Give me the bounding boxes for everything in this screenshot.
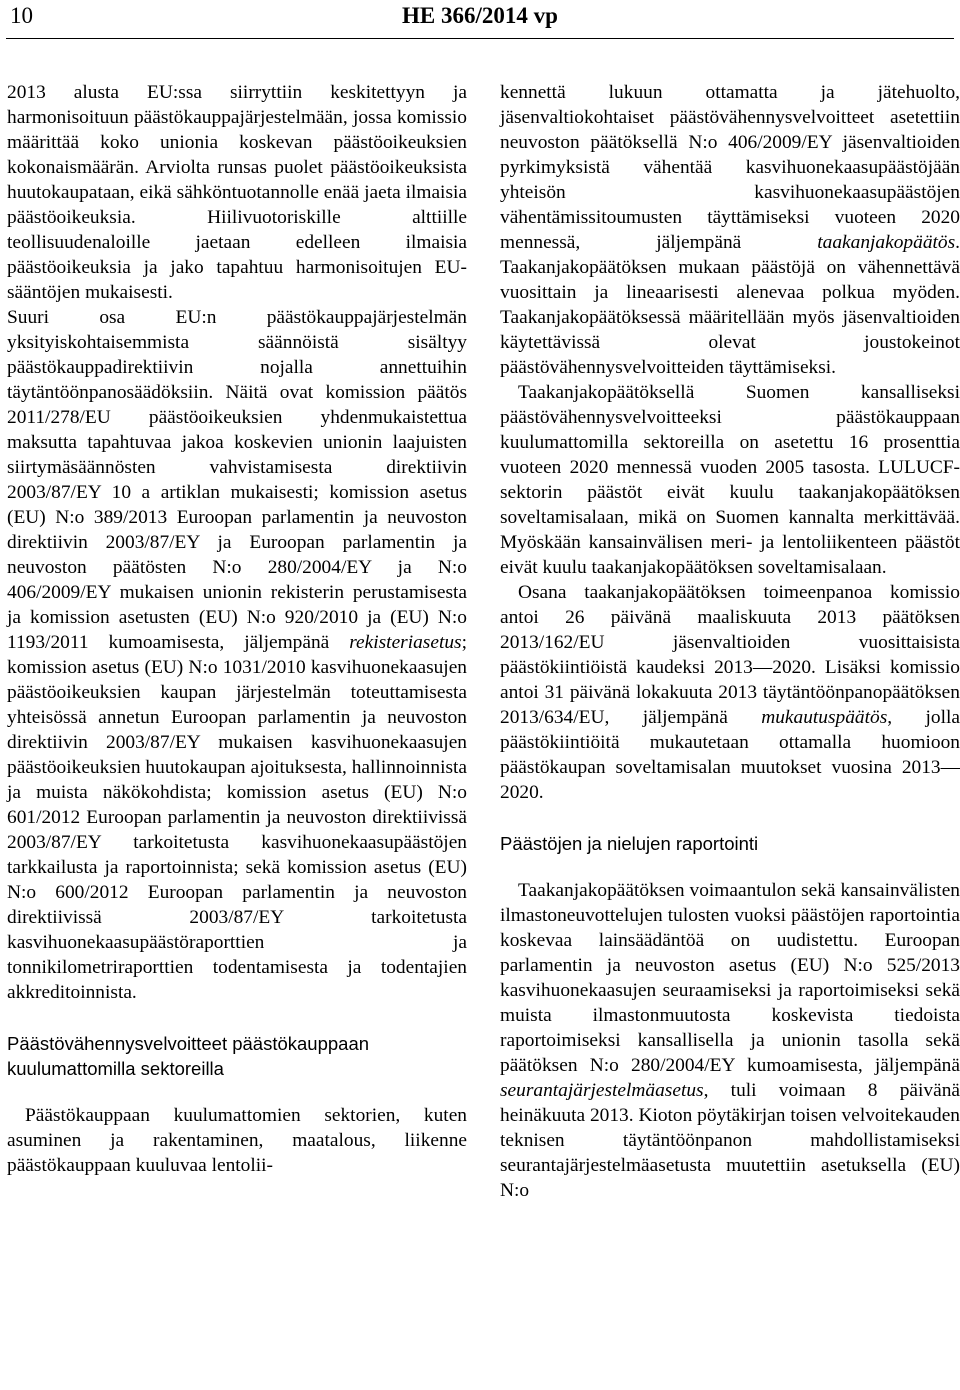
page-number: 10 <box>10 3 33 28</box>
paragraph: Suuri osa EU:n päästökauppajärjestelmän yksityiskohtaisemmista säännöistä sisältyy päästökauppadirektiivin nojalla annettuihin täytäntöönpanosäädöksiin. Näitä ovat komission päätös 2011/278/EU päästöoikeuksien yhdenmukaistettua maksutta tapahtuvaa jakoa koskevien unionin laajuisten siirtymäsäännösten vahvistamisesta direktiivin 2003/87/EY 10 a artiklan mukaisesti; komission asetus (EU) N:o 389/2013 Euroopan parlamentin ja neuvoston direktiivin 2003/87/EY ja Euroopan parlamentin ja neuvoston päätösten N:o 280/2004/EY ja N:o 406/2009/EY mukaisen unionin rekisterin perustamisesta ja komission asetusten (EU) N:o 920/2010 ja (EU) N:o 1193/2011 kumoamisesta, jäljempänä rekisteriasetus; komission asetus (EU) N:o 1031/2010 kasvihuonekaasujen päästöoikeuksien kaupan järjestelmän toteuttamisesta yhteisössä annetun Euroopan parlamentin ja neuvoston direktiivin 2003/87/EY mukaisen kasvihuonekaasujen päästöoikeuksien huutokaupan ajoituksesta, hallinnoinnista ja muista näkökohdista; komission asetus (EU) N:o 601/2012 Euroopan parlamentin ja neuvoston direktiivissä 2003/87/EY tarkoitetusta kasvihuonekaasupäästöjen tarkkailusta ja raportoinnista; sekä komission asetus (EU) N:o 600/2012 Euroopan parlamentin ja neuvoston direktiivissä 2003/87/EY tarkoitetusta kasvihuonekaasupäästöraporttien ja tonnikilometriraporttien todentamisesta ja todentajien akkreditoinnista. <box>7 307 467 1003</box>
defined-term: taakanjakopäätös <box>817 232 956 253</box>
right-column <box>500 80 960 1203</box>
section-heading: Päästöjen ja nielujen raportointi <box>500 833 759 854</box>
paragraph: Osana taakanjakopäätöksen toimeenpanoa komissio antoi 26 päivänä maaliskuuta 2013 päätöksen 2013/162/EU jäsenvaltioiden vuosittaisista päästökiintiöistä kaudeksi 2013—2020. Lisäksi komissio antoi 31 päivänä lokakuuta 2013 täytäntöönpanopäätöksen 2013/634/EU, jäljempänä mukautuspäätös, jolla päästökiintiöitä mukautetaan ottamalla huomioon päästökaupan soveltamisalan muutokset vuosina 2013—2020. <box>500 582 960 803</box>
paragraph: kennettä lukuun ottamatta ja jätehuolto, jäsenvaltiokohtaiset päästövähennysvelvoitteet asetettiin neuvoston päätöksellä N:o 406/2009/EY jäsenvaltioiden pyrkimyksistä vähentää kasvihuonekaasupäästöjään yhteisön kasvihuonekaasupäästöjen vähentämissitoumusten täyttämiseksi vuoteen 2020 mennessä, jäljempänä taakanjakopäätös. Taakanjakopäätöksen mukaan päästöjä on vähennettävä vuosittain ja lineaarisesti alenevaa polkua myöden. Taakanjakopäätöksessä määritellään myös jäsenvaltioiden käytettävissä olevat joustokeinot päästövähennysvelvoitteiden täyttämiseksi. <box>500 82 960 378</box>
paragraph: Taakanjakopäätöksellä Suomen kansalliseksi päästövähennysvelvoitteeksi päästökauppaan kuulumattomilla sektoreilla on asetettu 16 prosenttia vuoteen 2020 mennessä vuoden 2005 tasosta. LULUCF-sektorin päästöt eivät kuulu taakanjakopäätöksen soveltamisalaan, mikä on Suomen kannalta merkittävää. Myöskään kansainvälisen meri- ja lentoliikenteen päästöt eivät kuulu taakanjakopäätöksen soveltamisalaan. <box>500 382 960 578</box>
defined-term: rekisteriasetus <box>349 632 462 653</box>
document-id: HE 366/2014 vp <box>402 3 558 28</box>
defined-term: seurantajärjestelmäasetus <box>500 1080 704 1101</box>
paragraph: 2013 alusta EU:ssa siirryttiin keskitettyyn ja harmonisoituun päästökauppajärjestelmään, jossa komissio määrittää koko unionia koskevan päästöoikeuksien kokonaismäärän. Arviolta runsas puolet päästöoikeuksista huutokaupataan, eikä sähköntuotannolle enää jaeta ilmaisia päästöoikeuksia. Hiilivuotoriskille alttiille teollisuudenaloille jaetaan edelleen ilmaisia päästöoikeuksia ja jako tapahtuu harmonisoitujen EU-sääntöjen mukaisesti. <box>7 82 467 303</box>
page-header <box>0 0 960 38</box>
section-heading: Päästövähennysvelvoitteet päästökauppaan kuulumattomilla sektoreilla <box>7 1033 370 1079</box>
header-divider <box>6 38 954 39</box>
left-column <box>7 80 467 1178</box>
paragraph: Taakanjakopäätöksen voimaantulon sekä kansainvälisten ilmastoneuvottelujen tulosten vuoksi päästöjen raportointia koskevaa lainsäädäntöä on uudistettu. Euroopan parlamentin ja neuvoston asetus (EU) N:o 525/2013 kasvihuonekaasujen seuraamiseksi ja raportoimiseksi sekä muista ilmastonmuutosta koskevista tiedoista raportoimiseksi kansallisella ja unionin tasolla sekä päätöksen N:o 280/2004/EY kumoamisesta, jäljempänä seurantajärjestelmäasetus, tuli voimaan 8 päivänä heinäkuuta 2013. Kioton pöytäkirjan toisen velvoitekauden teknisen täytäntöönpanon mahdollistamiseksi seurantajärjestelmäasetusta muutettiin asetuksella (EU) N:o <box>500 880 960 1201</box>
paragraph: Päästökauppaan kuulumattomien sektorien, kuten asuminen ja rakentaminen, maatalous, liikenne päästökauppaan kuuluvaa lentolii- <box>7 1105 467 1176</box>
defined-term: mukautuspäätös <box>761 707 888 728</box>
